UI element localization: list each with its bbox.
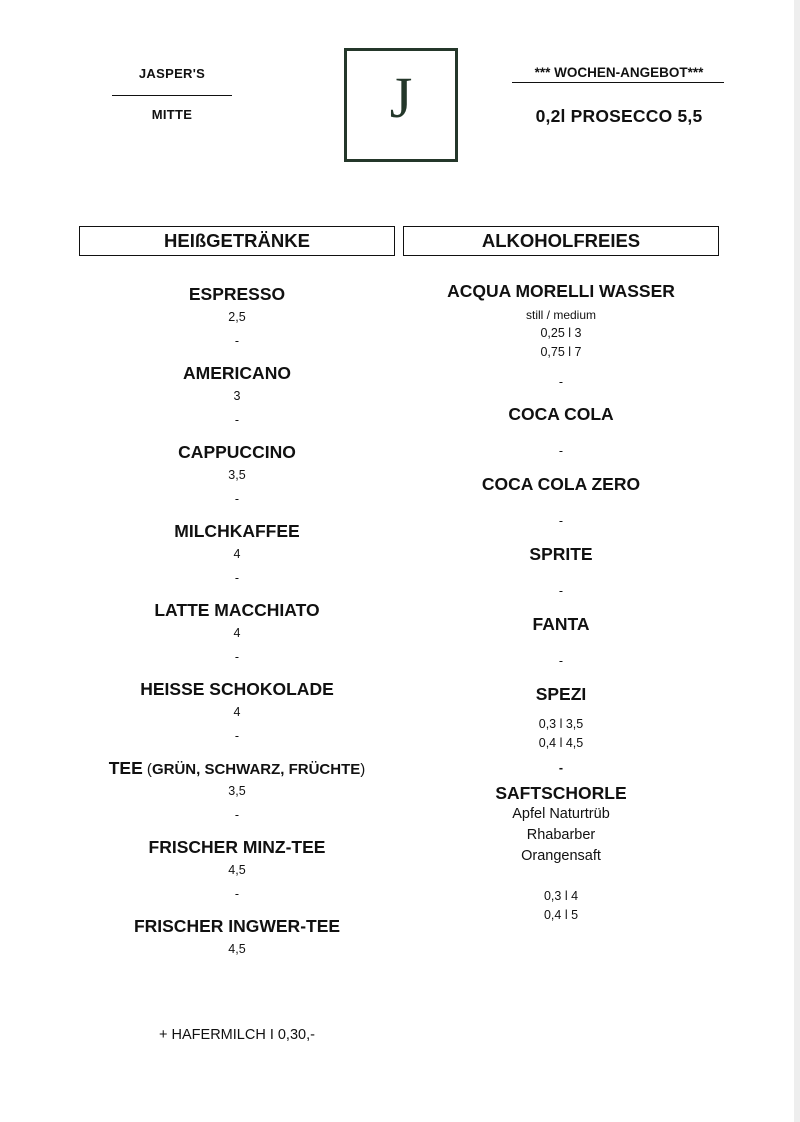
logo-letter: J bbox=[389, 65, 413, 130]
schorle-flavor: Rhabarber bbox=[526, 827, 596, 843]
item-separator: - bbox=[558, 444, 564, 458]
hot-drinks-list bbox=[79, 283, 395, 958]
item-separator: - bbox=[558, 514, 564, 528]
menu-item-name: ACQUA MORELLI WASSER bbox=[447, 281, 675, 301]
item-separator: - bbox=[558, 375, 564, 389]
menu-item-price: 4 bbox=[233, 547, 241, 561]
tea-paren-close: ) bbox=[360, 761, 366, 778]
tea-name: TEE bbox=[108, 758, 143, 778]
menu-item-name: CAPPUCCINO bbox=[178, 442, 296, 462]
menu-item-price: 4 bbox=[233, 705, 241, 719]
tea-varieties: GRÜN, SCHWARZ, FRÜCHTE bbox=[151, 761, 361, 778]
menu-item-price: 0,75 l 7 bbox=[540, 345, 582, 359]
menu-item-price: 0,4 l 5 bbox=[543, 908, 579, 922]
menu-item-name: AMERICANO bbox=[183, 363, 291, 383]
page-edge-shadow bbox=[794, 0, 800, 1122]
soft-drinks-list bbox=[403, 280, 719, 925]
weekly-offer-title: *** WOCHEN-ANGEBOT*** bbox=[534, 65, 704, 80]
item-separator: - bbox=[234, 571, 240, 585]
menu-item-name: HEISSE SCHOKOLADE bbox=[140, 679, 334, 699]
menu-item-name: FRISCHER MINZ-TEE bbox=[148, 837, 326, 857]
item-separator: - bbox=[234, 887, 240, 901]
oat-milk-addon: + HAFERMILCH I 0,30,- bbox=[159, 1027, 315, 1043]
menu-item-name: FANTA bbox=[532, 614, 590, 634]
menu-item-price: 4,5 bbox=[228, 942, 246, 956]
menu-item-price: 0,3 l 4 bbox=[543, 889, 579, 903]
menu-item-price: 0,3 l 3,5 bbox=[538, 717, 584, 731]
section-heading-hot-drinks: HEIßGETRÄNKE bbox=[79, 226, 395, 256]
menu-item-name: ESPRESSO bbox=[188, 284, 286, 304]
item-separator: - bbox=[558, 654, 564, 668]
restaurant-location: MITTE bbox=[151, 107, 193, 122]
menu-item-name: LATTE MACCHIATO bbox=[154, 600, 320, 620]
weekly-offer-item: 0,2l PROSECCO 5,5 bbox=[535, 106, 703, 126]
item-separator: - bbox=[234, 492, 240, 506]
water-variant-note: still / medium bbox=[525, 308, 596, 322]
item-separator: - bbox=[234, 729, 240, 743]
menu-item-price: 3,5 bbox=[228, 784, 246, 798]
menu-item-name: COCA COLA ZERO bbox=[481, 474, 641, 494]
tea-paren-open: ( bbox=[142, 761, 152, 778]
item-separator: - bbox=[558, 761, 564, 775]
menu-item-price: 3,5 bbox=[228, 468, 246, 482]
menu-item-price: 4,5 bbox=[228, 863, 246, 877]
item-separator: - bbox=[558, 584, 564, 598]
logo bbox=[344, 48, 458, 162]
schorle-flavor: Orangensaft bbox=[521, 848, 601, 864]
schorle-flavor: Apfel Naturtrüb bbox=[512, 806, 610, 822]
menu-item-price: 3 bbox=[233, 389, 241, 403]
item-separator: - bbox=[234, 650, 240, 664]
menu-item-name: SPEZI bbox=[535, 684, 587, 704]
item-separator: - bbox=[234, 413, 240, 427]
weekly-offer-underline bbox=[512, 82, 724, 83]
item-separator: - bbox=[234, 808, 240, 822]
menu-item-name: FRISCHER INGWER-TEE bbox=[133, 916, 341, 936]
item-separator: - bbox=[234, 334, 240, 348]
menu-item-name bbox=[79, 757, 395, 779]
menu-item-price: 0,25 l 3 bbox=[540, 326, 582, 340]
section-heading-soft-drinks: ALKOHOLFREIES bbox=[403, 226, 719, 256]
menu-item-price: 0,4 l 4,5 bbox=[538, 736, 584, 750]
menu-item-name: MILCHKAFFEE bbox=[174, 521, 300, 541]
menu-item-name: SAFTSCHORLE bbox=[495, 783, 627, 803]
menu-item-price: 4 bbox=[233, 626, 241, 640]
menu-item-name: COCA COLA bbox=[508, 404, 614, 424]
header-divider bbox=[112, 95, 232, 96]
menu-item-price: 2,5 bbox=[228, 310, 246, 324]
restaurant-name: JASPER'S bbox=[138, 66, 206, 81]
menu-item-name: SPRITE bbox=[529, 544, 593, 564]
